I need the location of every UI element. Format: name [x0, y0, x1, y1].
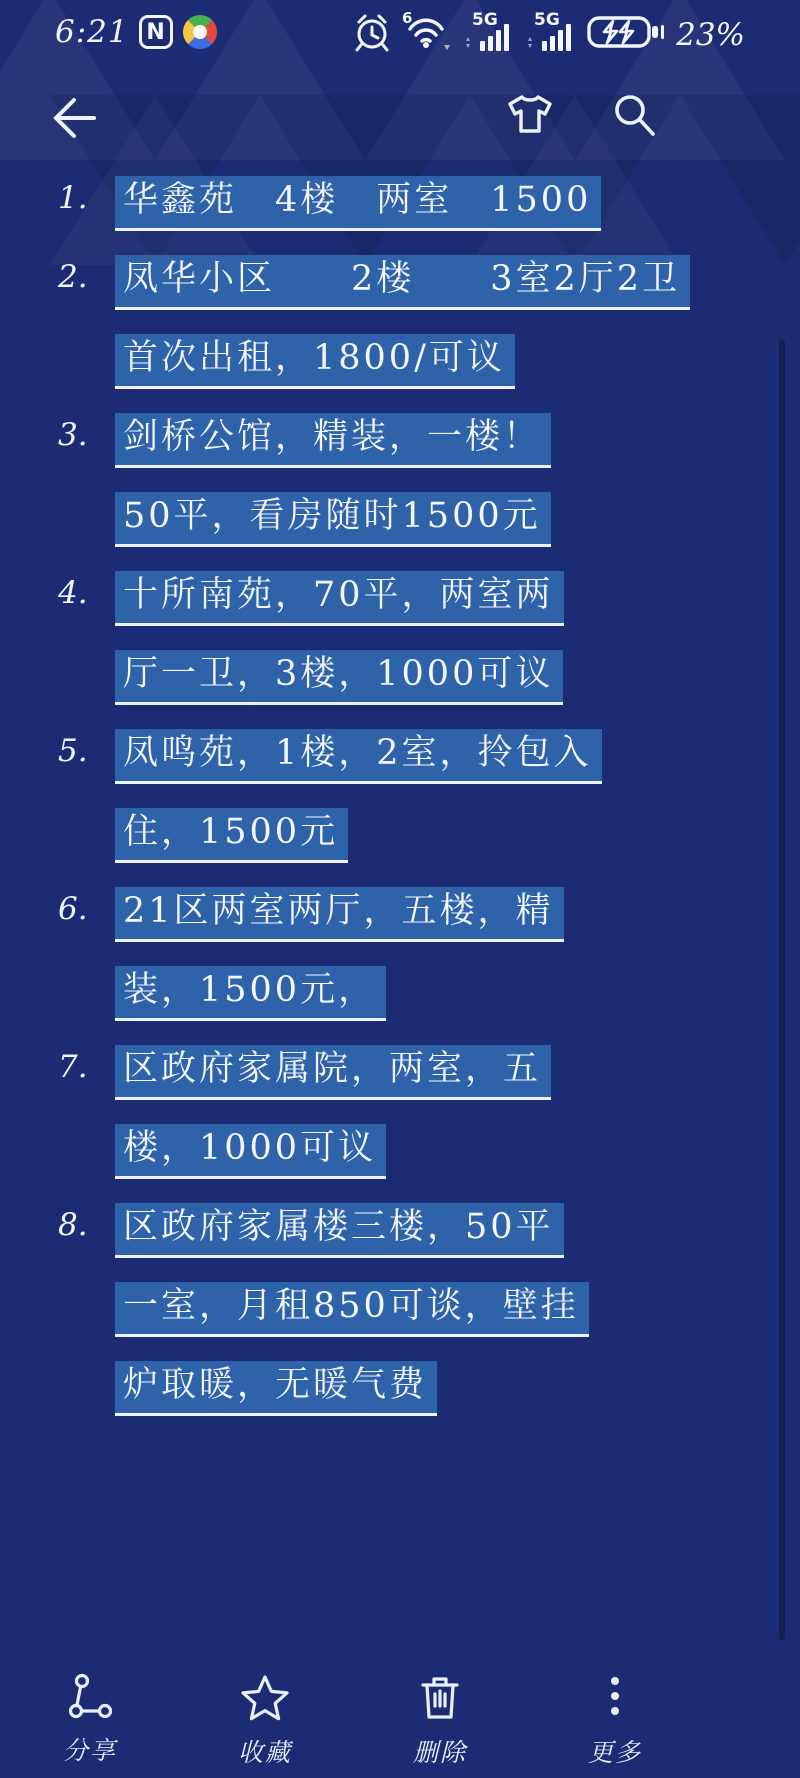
- note-text-highlighted[interactable]: 区政府家属楼三楼，50平: [115, 1203, 564, 1258]
- note-line: [58, 650, 736, 705]
- list-number: 2.: [58, 259, 88, 295]
- delete-label: 删除: [412, 1738, 467, 1767]
- note-line: [58, 887, 736, 942]
- note-text-highlighted[interactable]: 装，1500元，: [115, 966, 386, 1021]
- note-line: [58, 413, 736, 468]
- note-text-highlighted[interactable]: 50平，看房随时1500元: [115, 492, 551, 547]
- note-line: [58, 729, 736, 784]
- share-button[interactable]: [25, 1672, 155, 1770]
- status-bar-left: [55, 14, 217, 50]
- clock-time: 6:21: [55, 14, 129, 50]
- shirt-icon: [504, 89, 556, 141]
- note-item: [58, 887, 736, 1021]
- note-line: [58, 492, 736, 547]
- note-text-highlighted[interactable]: 21区两室两厅，五楼，精: [115, 887, 564, 942]
- note-line: [58, 255, 736, 310]
- note-text-highlighted[interactable]: 厅一卫，3楼，1000可议: [115, 650, 563, 705]
- note-text-highlighted[interactable]: 十所南苑，70平，两室两: [115, 571, 564, 626]
- list-number: 3.: [58, 417, 88, 453]
- note-line: [58, 176, 736, 231]
- app-swirl-icon: [183, 15, 217, 49]
- note-line: [58, 1282, 736, 1337]
- search-icon: [608, 89, 660, 141]
- list-number: 8.: [58, 1207, 88, 1243]
- list-number: 1.: [58, 180, 88, 216]
- note-item: [58, 176, 736, 231]
- note-text-highlighted[interactable]: 首次出租，1800/可议: [115, 334, 515, 389]
- note-text-highlighted[interactable]: 凤鸣苑，1楼，2室，拎包入: [115, 729, 602, 784]
- note-text-highlighted[interactable]: 凤华小区 2楼 3室2厅2卫: [115, 255, 690, 310]
- list-number: 7.: [58, 1049, 88, 1085]
- note-item: [58, 571, 736, 705]
- nfc-icon: N: [139, 15, 173, 49]
- back-button[interactable]: [44, 86, 102, 147]
- note-text-highlighted[interactable]: 区政府家属院，两室，五: [115, 1045, 551, 1100]
- note-list: [58, 176, 736, 1440]
- note-text-highlighted[interactable]: 炉取暖，无暖气费: [115, 1361, 437, 1416]
- note-text-highlighted[interactable]: 剑桥公馆，精装，一楼！: [115, 413, 551, 468]
- note-item: [58, 1203, 736, 1416]
- scrollbar-thumb[interactable]: [779, 340, 785, 1640]
- alarm-clock-icon: [352, 11, 392, 53]
- more-icon: [590, 1673, 640, 1723]
- signal-5g-icon-sim2: [524, 11, 576, 53]
- nav-bar: [0, 84, 800, 148]
- note-line: [58, 1045, 736, 1100]
- battery-percent-label: 23%: [676, 17, 745, 53]
- favorite-label: 收藏: [237, 1738, 292, 1767]
- wifi-generation-badge: 6: [402, 9, 413, 27]
- share-icon: [65, 1673, 115, 1721]
- status-bar-right: [352, 11, 745, 53]
- list-number: 4.: [58, 575, 88, 611]
- list-number: 5.: [58, 733, 88, 769]
- note-text-highlighted[interactable]: 住，1500元: [115, 808, 348, 863]
- note-line: [58, 1361, 736, 1416]
- more-label: 更多: [587, 1738, 642, 1767]
- bottom-toolbar: [0, 1672, 680, 1770]
- note-line: [58, 571, 736, 626]
- note-line: [58, 966, 736, 1021]
- status-bar: [0, 8, 800, 56]
- search-button[interactable]: [608, 89, 660, 144]
- note-item: [58, 413, 736, 547]
- favorite-star-icon: [238, 1673, 292, 1723]
- trash-icon: [415, 1673, 465, 1723]
- more-button[interactable]: [550, 1672, 680, 1770]
- theme-skin-button[interactable]: [504, 89, 556, 144]
- wifi-6-icon: [402, 11, 452, 53]
- note-line: [58, 808, 736, 863]
- list-number: 6.: [58, 891, 88, 927]
- note-line: [58, 334, 736, 389]
- note-item: [58, 729, 736, 863]
- share-label: 分享: [62, 1736, 117, 1765]
- favorite-button[interactable]: [200, 1672, 330, 1770]
- nav-bar-actions: [504, 89, 660, 144]
- note-item: [58, 255, 736, 389]
- note-text-highlighted[interactable]: 一室，月租850可谈，壁挂: [115, 1282, 589, 1337]
- note-item: [58, 1045, 736, 1179]
- note-line: [58, 1124, 736, 1179]
- back-arrow-icon: [44, 86, 102, 144]
- network-type-label: 5G: [534, 10, 560, 30]
- note-text-highlighted[interactable]: 楼，1000可议: [115, 1124, 386, 1179]
- note-line: [58, 1203, 736, 1258]
- battery-charging-icon: [586, 11, 664, 53]
- signal-5g-icon-sim1: [462, 11, 514, 53]
- delete-button[interactable]: [375, 1672, 505, 1770]
- note-text-highlighted[interactable]: 华鑫苑 4楼 两室 1500: [115, 176, 601, 231]
- network-type-label: 5G: [472, 10, 498, 30]
